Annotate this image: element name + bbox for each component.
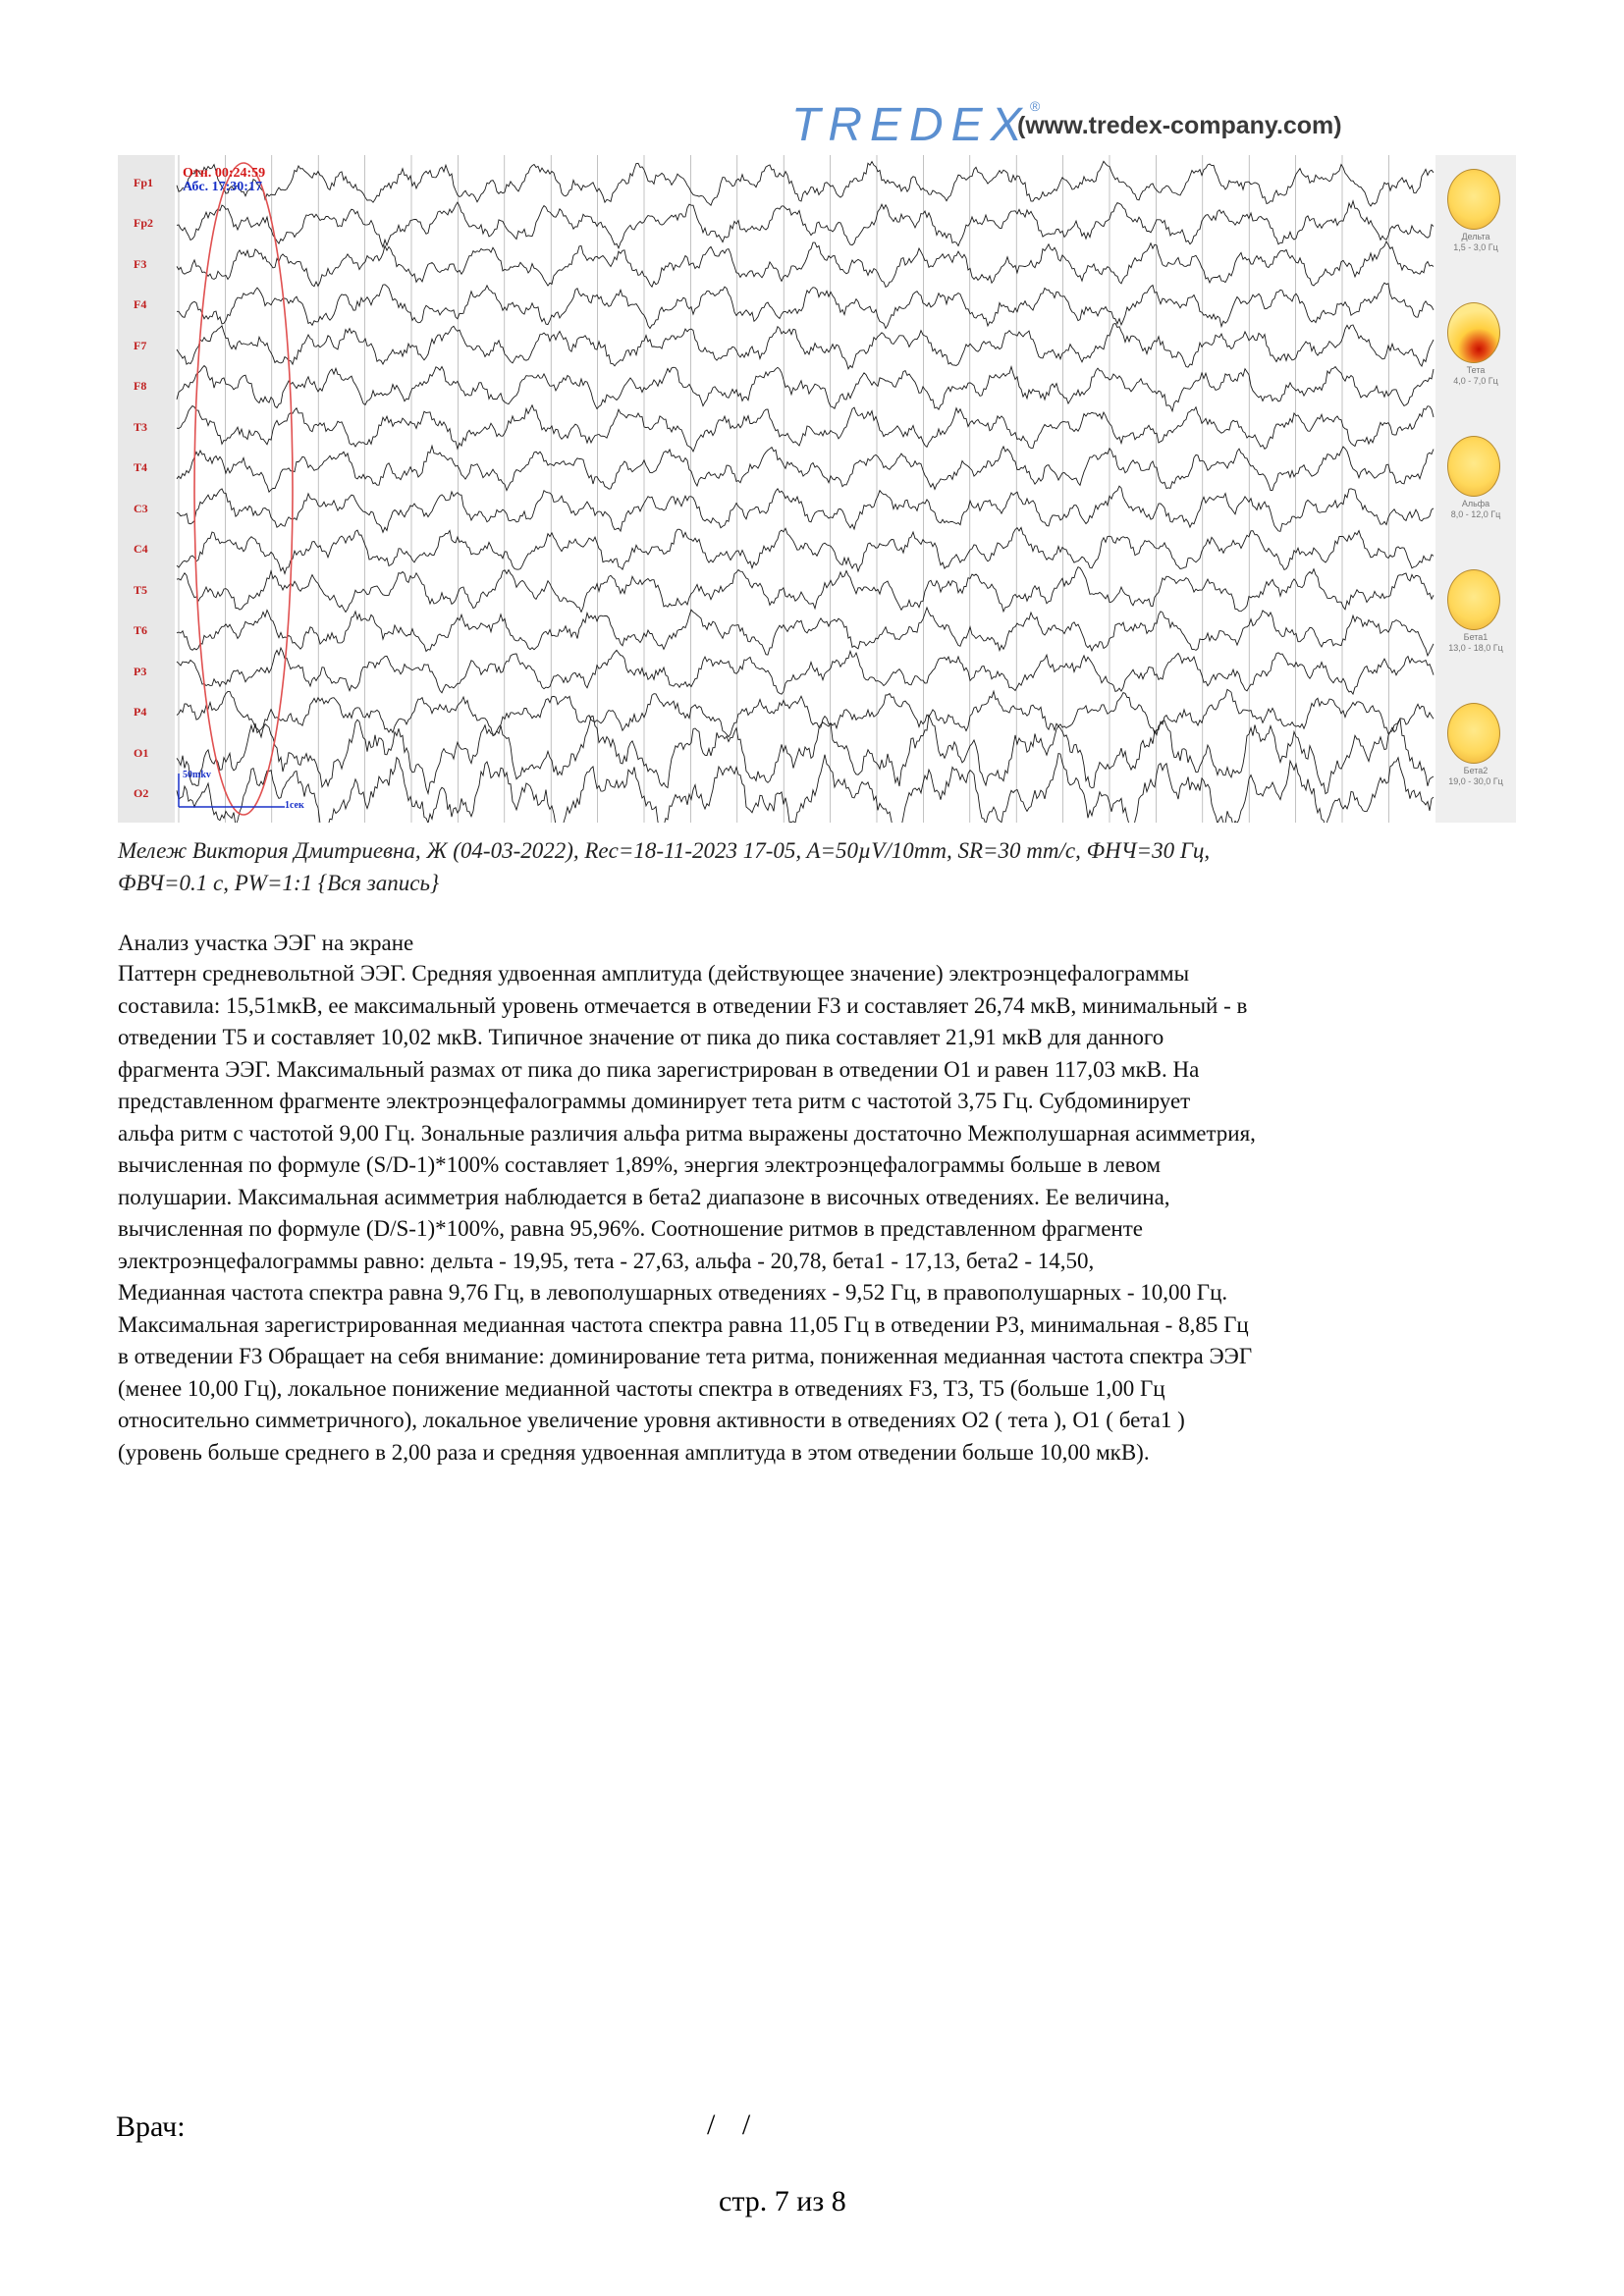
channel-label: F4 [134,297,147,312]
analysis-body [118,958,1512,1468]
channel-label: O2 [134,786,149,801]
map-beta1: Бета1 13,0 - 18,0 Гц [1435,561,1516,679]
analysis-line: отведении T5 и составляет 10,02 мкВ. Типичное значение от пика до пика составляет 21,91 мкВ для данного [118,1025,1164,1049]
topographic-maps [1435,155,1516,823]
time-absolute: Абс. 17:30:17 [183,180,262,194]
analysis-line: вычисленная по формуле (D/S-1)*100%, равна 95,96%. Соотношение ритмов в представленном фрагменте [118,1216,1143,1241]
head-map-icon [1447,703,1500,764]
head-map-icon [1447,169,1500,230]
channel-label: C3 [134,501,148,515]
tredex-logo [784,94,1373,155]
map-theta: Тета 4,0 - 7,0 Гц [1435,294,1516,412]
channel-label: Fp1 [134,175,154,189]
channel-label: O1 [134,745,149,760]
analysis-line: представленном фрагменте электроэнцефалограммы доминирует тета ритм с частотой 3,75 Гц. Субдоминирует [118,1089,1191,1113]
channel-label: C4 [134,542,148,557]
recording-caption [118,834,1512,899]
channel-label: T5 [134,582,148,597]
time-relative: Отн. 00:24:59 [183,166,266,181]
eeg-trace-area [175,155,1435,823]
scale-time: 1сек [285,800,304,811]
head-map-icon [1447,302,1500,363]
analysis-line: электроэнцефалограммы равно: дельта - 19,95, тета - 27,63, альфа - 20,78, бета1 - 17,13, бета2 - 14,50, [118,1248,1095,1273]
analysis-title: Анализ участка ЭЭГ на экране [118,931,414,955]
page-number: стр. 7 из 8 [719,2185,846,2217]
head-map-icon [1447,569,1500,630]
map-delta: Дельта 1,5 - 3,0 Гц [1435,161,1516,279]
time-readout [183,167,265,194]
channel-label: F3 [134,256,147,271]
doctor-label: Врач: [116,2110,186,2143]
head-map-icon [1447,436,1500,497]
analysis-line: Паттерн средневольтной ЭЭГ. Средняя удвоенная амплитуда (действующее значение) электроэнцефалограммы [118,961,1190,986]
map-beta2: Бета2 19,0 - 30,0 Гц [1435,695,1516,813]
analysis-line: Медианная частота спектра равна 9,76 Гц, в левополушарных отведениях - 9,52 Гц, в правополушарных - 10,00 Гц. [118,1280,1228,1305]
analysis-line: составила: 15,51мкВ, ее максимальный уровень отмечается в отведении F3 и составляет 26,74 мкВ, минимальный - в [118,992,1248,1018]
channel-label: Fp2 [134,216,154,231]
logo-url: (www.tredex-company.com) [1017,112,1342,139]
map-alpha: Альфа 8,0 - 12,0 Гц [1435,428,1516,546]
channel-label: P4 [134,705,147,720]
channel-label: T3 [134,419,148,434]
analysis-line: (уровень больше среднего в 2,00 раза и средняя удвоенная амплитуда в этом отведении больше 10,00 мкВ). [118,1439,1150,1465]
analysis-line: полушарии. Максимальная асимметрия наблюдается в бета2 диапазоне в височных отведениях. Ее величина, [118,1184,1170,1209]
analysis-line: в отведении F3 Обращает на себя внимание: доминирование тета ритма, пониженная медианная частота спектра ЭЭГ [118,1344,1253,1368]
analysis-line: вычисленная по формуле (S/D-1)*100% составляет 1,89%, энергия электроэнцефалограммы больше в левом [118,1152,1162,1177]
analysis-line: (менее 10,00 Гц), локальное понижение медианной частоты спектра в отведениях F3, T3, T5 (больше 1,00 Гц [118,1375,1165,1401]
caption-line: ФВЧ=0.1 c, PW=1:1 {Вся запись} [118,871,440,895]
channel-label: T6 [134,623,148,638]
analysis-line: альфа ритм с частотой 9,00 Гц. Зональные различия альфа ритма выражены достаточно Межполушарная асимметрия, [118,1120,1256,1146]
analysis-line: относительно симметричного), локальное увеличение уровня активности в отведениях O2 ( тета ), O1 ( бета1 ) [118,1408,1185,1432]
analysis-line: фрагмента ЭЭГ. Максимальный размах от пика до пика зарегистрирован в отведении O1 и равен 117,03 мкВ. На [118,1056,1200,1082]
signature-line: / / [707,2109,761,2141]
eeg-traces [118,155,1435,823]
channel-label: T4 [134,460,148,475]
channel-label: F7 [134,338,147,352]
channel-label: P3 [134,664,147,678]
channel-label: F8 [134,379,147,394]
scale-amplitude: 50mkv [183,770,211,780]
eeg-recording-panel [118,155,1516,823]
analysis-line: Максимальная зарегистрированная медианная частота спектра равна 11,05 Гц в отведении P3, минимальная - 8,85 Гц [118,1311,1249,1337]
logo-brand: TREDEX® [791,98,1041,151]
caption-line: Мележ Виктория Дмитриевна, Ж (04-03-2022), Rec=18-11-2023 17-05, A=50µV/10mm, SR=30 mm/c, ФНЧ=30 Гц, [118,838,1211,863]
